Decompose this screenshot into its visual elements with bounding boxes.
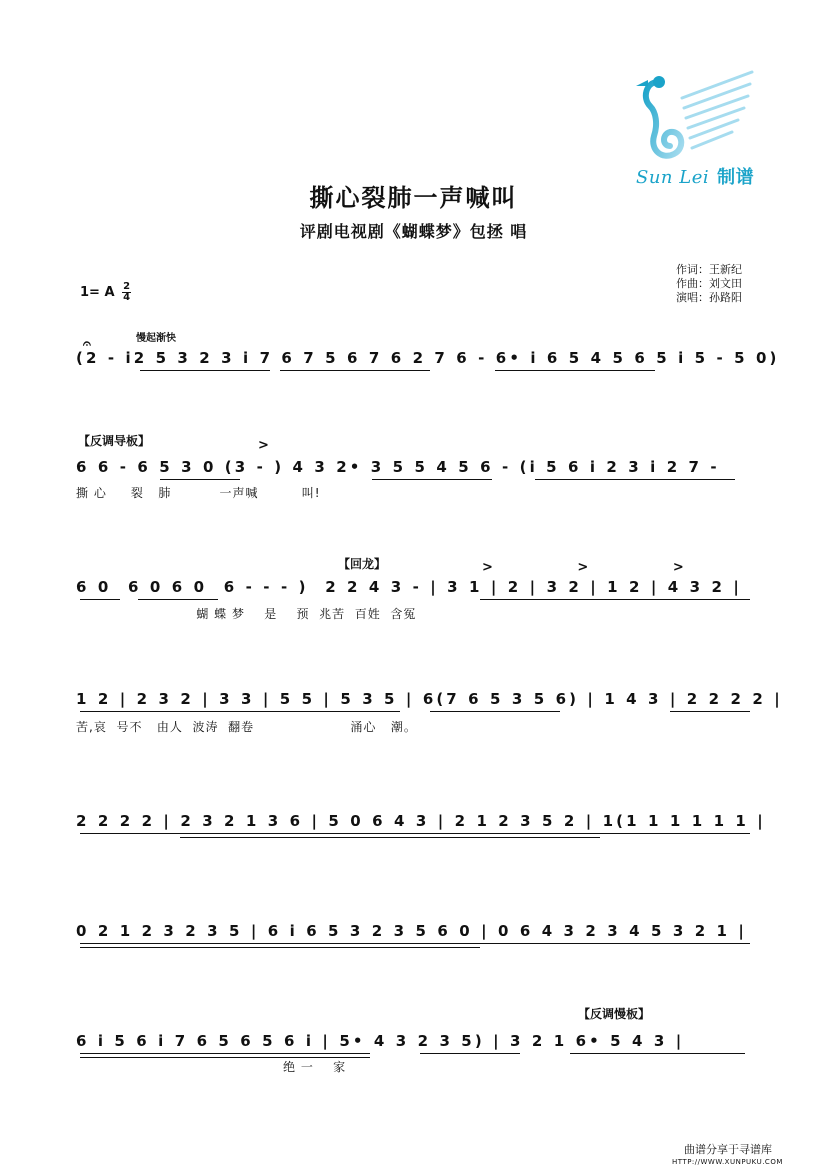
beam-line [372,479,492,480]
beam-line [420,1053,520,1054]
system-7-notes: 6 i 5 6 i 7 6 5 6 5 6 i | 5• 4 3 2 3 5) | 3 2 1 6• 5 4 3 | [76,1032,685,1050]
credit-singer: 演唱：孙路阳 [676,291,742,304]
system-2-notes: 6 6 - 6 5 3 0 (3 - ) 4 3 2• 3 5 5 4 5 6 - (i 5 6 i 2 3 i 2 7 - [76,458,720,476]
beam-line [570,1053,745,1054]
beam-line [670,711,750,712]
system-3-notes: 6 0 6 0 6 0 6 - - - ) 2 2 4 3 - | 3 1 | 2 | 3 2 | 1 2 | 4 3 2 | [76,578,742,596]
system-1-notes: (2 - i2 5 3 2 3 i 7 6 7 5 6 7 6 2 7 6 - 6• i 6 5 4 5 6 5 i 5 - 5 0) [76,349,780,367]
fermata-icon: 𝄐 [83,336,91,352]
logo-text: Sun Lei 制谱 [636,167,755,188]
section-tag: 【反调导板】 [78,434,151,448]
beam-line [80,599,120,600]
footer-share-text: 曲谱分享于寻谱库 [684,1143,772,1156]
accent-mark: > [258,438,269,453]
beam-line [80,1053,370,1054]
tempo-mark: 慢起渐快 [136,333,176,344]
beam-line [280,370,430,371]
time-signature: $\frac{2}{4}$ [123,281,131,303]
credits [676,263,742,305]
song-title: 撕心裂肺一声喊叫 [309,184,518,212]
footer-url[interactable]: HTTP://WWW.XUNPUKU.COM [672,1158,783,1166]
beam-line [430,711,560,712]
system-6-notes: 0 2 1 2 3 2 3 5 | 6 i 6 5 3 2 3 5 6 0 | 0 6 4 3 2 3 4 5 3 2 1 | [76,922,748,940]
beam-line [480,599,750,600]
beam-line [140,370,270,371]
beam-line [138,599,218,600]
section-tag: 【回龙】 [338,557,387,571]
credit-lyricist: 作词：王新纪 [676,263,742,276]
section-tag: 【反调慢板】 [578,1007,651,1021]
system-4-lyrics: 苦,哀 号不 由人 波涛 翻卷 涌心 潮。 [76,720,417,734]
beam-line [80,947,480,948]
accent-mark: > > > [482,560,724,575]
system-5-notes: 2 2 2 2 | 2 3 2 1 3 6 | 5 0 6 4 3 | 2 1 2 3 5 2 | 1(1 1 1 1 1 1 | [76,812,766,830]
beam-line [80,833,750,834]
beam-line [80,943,750,944]
beam-line [160,479,240,480]
beam-line [80,711,400,712]
system-4-notes: 1 2 | 2 3 2 | 3 3 | 5 5 | 5 3 5 | 6(7 6 5 3 5 6) | 1 4 3 | 2 2 2 2 | [76,690,783,708]
system-2-lyrics: 撕 心 裂 肺 一声喊 叫! [76,486,321,500]
credit-composer: 作曲：刘文田 [676,277,742,290]
beam-line [495,370,655,371]
system-3-lyrics: 蝴 蝶 梦 是 预 兆苦 百姓 含冤 [76,607,417,621]
key-signature: 1= A $\frac{2}{4}$ [80,281,131,303]
beam-line [180,837,600,838]
song-subtitle: 评剧电视剧《蝴蝶梦》包拯 唱 [299,222,528,241]
system-7-lyrics: 绝 一 家 [76,1060,347,1074]
beam-line [535,479,735,480]
